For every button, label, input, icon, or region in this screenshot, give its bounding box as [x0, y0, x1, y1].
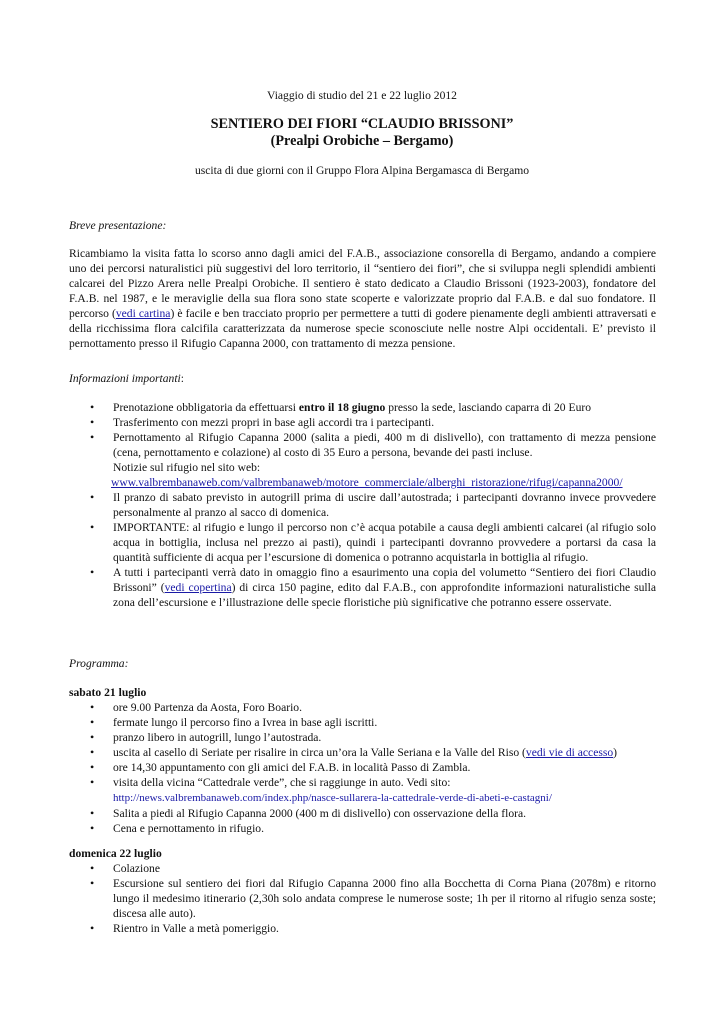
title-line-2: (Prealpi Orobiche – Bergamo)	[270, 133, 454, 149]
info-list	[69, 400, 656, 610]
cartina-link[interactable]: vedi cartina	[115, 307, 171, 320]
info-b2-text: Trasferimento con mezzi propri in base agli accordi tra i partecipanti.	[113, 416, 435, 429]
vie-accesso-link[interactable]: vedi vie di accesso	[525, 746, 614, 759]
info-b1-text: Prenotazione obbligatoria da effettuarsi	[113, 401, 299, 414]
list-item	[69, 775, 656, 806]
intro-heading: Breve presentazione:	[69, 219, 167, 232]
list-item	[69, 520, 656, 565]
day1-label: sabato 21 luglio	[69, 686, 147, 699]
info-b6-post: ) di circa 150 pagine, edito dal F.A.B., con approfondite informazioni naturalistiche sulla zona dell’escursione e l’illustrazione delle specie floristiche più significative che potranno essere osservate.	[113, 581, 656, 609]
intro-paragraph	[69, 246, 656, 351]
info-heading	[69, 371, 184, 386]
subtitle: uscita di due giorni con il Gruppo Flora Alpina Bergamasca di Bergamo	[194, 164, 530, 177]
info-b5-text: IMPORTANTE: al rifugio e lungo il percorso non c’è acqua potabile a causa degli ambienti calcarei (al rifugio solo acqua in bottiglia, inclusa nel prezzo ai pasti), quindi i partecipanti dovranno provvedere a portarsi da casa la quantità sufficiente di acqua per l’escursione di domenica o potranno acquistarla in bottiglia al rifugio.	[113, 521, 656, 564]
cattedrale-link[interactable]: http://news.valbrembanaweb.com/index.php/nasce-sullarera-la-cattedrale-verde-di-abeti-e-castagni/	[113, 792, 552, 804]
list-item	[69, 490, 656, 520]
day1-list	[69, 700, 656, 836]
list-item: • fermate lungo il percorso fino a Ivrea in base agli iscritti.	[69, 715, 656, 730]
list-item	[69, 565, 656, 610]
list-item	[69, 415, 656, 430]
list-item: • pranzo libero in autogrill, lungo l’autostrada.	[69, 730, 656, 745]
list-item: • Colazione	[69, 861, 656, 876]
trip-dates: Viaggio di studio del 21 e 22 luglio 2012	[267, 89, 457, 102]
day1-item6-text: visita della vicina “Cattedrale verde”, che si raggiunge in auto. Vedi sito:	[113, 776, 451, 789]
info-heading-text: Informazioni importanti	[69, 372, 181, 385]
info-b3-text: Pernottamento al Rifugio Capanna 2000 (salita a piedi, 400 m di dislivello), con trattamento di mezza pensione (cena, pernottamento e colazione) al costo di 35 Euro a persona, bevande dei pasti incluse.	[113, 431, 656, 459]
list-item: • Salita a piedi al Rifugio Capanna 2000 (400 m di dislivello) con osservazione della flora.	[69, 806, 656, 821]
info-b3-note: Notizie sul rifugio nel sito web:	[113, 461, 261, 474]
list-item: • Escursione sul sentiero dei fiori dal Rifugio Capanna 2000 fino alla Bocchetta di Corna Piana (2078m) e ritorno lungo il medesimo itinerario (2,30h solo andata comprese le numerose soste; 1h per il ritorno al rifugio senza soste; discesa alle auto).	[69, 876, 656, 921]
intro-text-2: ) è facile e ben tracciato proprio per permettere a tutti di godere pienamente degli ambienti attraversati e della ricchissima flora calcifila caratterizzata da numerose specie sconosciute nelle nostre Alpi occidentali. E’ previsto il pernottamento presso il Rifugio Capanna 2000, con trattamento di mezza pensione.	[69, 307, 656, 350]
list-item	[69, 430, 656, 490]
info-b1-post: presso la sede, lasciando caparra di 20 Euro	[385, 401, 592, 414]
list-item	[69, 745, 656, 760]
list-item: • Cena e pernottamento in rifugio.	[69, 821, 656, 836]
list-item: • Rientro in Valle a metà pomeriggio.	[69, 921, 656, 936]
list-item: • ore 9.00 Partenza da Aosta, Foro Boario.	[69, 700, 656, 715]
day1-item4-post: )	[613, 746, 618, 759]
info-heading-colon: :	[180, 372, 184, 385]
copertina-link[interactable]: vedi copertina	[164, 581, 232, 594]
program-heading: Programma:	[69, 657, 129, 670]
day2-list	[69, 861, 656, 936]
intro-text-1: Ricambiamo la visita fatta lo scorso anno dagli amici del F.A.B., associazione consorella di Bergamo, andando a compiere uno dei percorsi naturalistici più suggestivi del loro territorio, il “sentiero dei fiori”, che si sviluppa negli splendidi ambienti calcarei del Pizzo Arera nelle Prealpi Orobiche. Il sentiero è stato dedicato a Claudio Brissoni (1923-2003), fondatore del F.A.B. nel 1987, e le meraviglie della sua flora sono state scoperte e valorizzate proprio dal F.A.B. e dal suo fondatore. Il percorso (	[69, 247, 656, 320]
day2-label: domenica 22 luglio	[69, 847, 162, 860]
list-item	[69, 400, 656, 415]
info-b6-text: A tutti i partecipanti verrà dato in omaggio fino a esaurimento una copia del volumetto “Sentiero dei fiori Claudio Brissoni” (	[113, 566, 656, 594]
rifugio-link[interactable]: www.valbrembanaweb.com/valbrembanaweb/motore_commerciale/alberghi_ristorazione/rifugi/capanna2000/	[111, 476, 623, 489]
title-line-1: SENTIERO DEI FIORI “CLAUDIO BRISSONI”	[210, 116, 514, 132]
info-b4-text: Il pranzo di sabato previsto in autogrill prima di uscire dall’autostrada; i partecipanti dovranno invece provvedere personalmente al pranzo al sacco di domenica.	[113, 491, 656, 519]
deadline: entro il 18 giugno	[298, 401, 386, 414]
list-item: • ore 14,30 appuntamento con gli amici del F.A.B. in località Passo di Zambla.	[69, 760, 656, 775]
day1-item4-text: uscita al casello di Seriate per risalire in circa un’ora la Valle Seriana e la Valle del Riso (	[113, 746, 526, 759]
